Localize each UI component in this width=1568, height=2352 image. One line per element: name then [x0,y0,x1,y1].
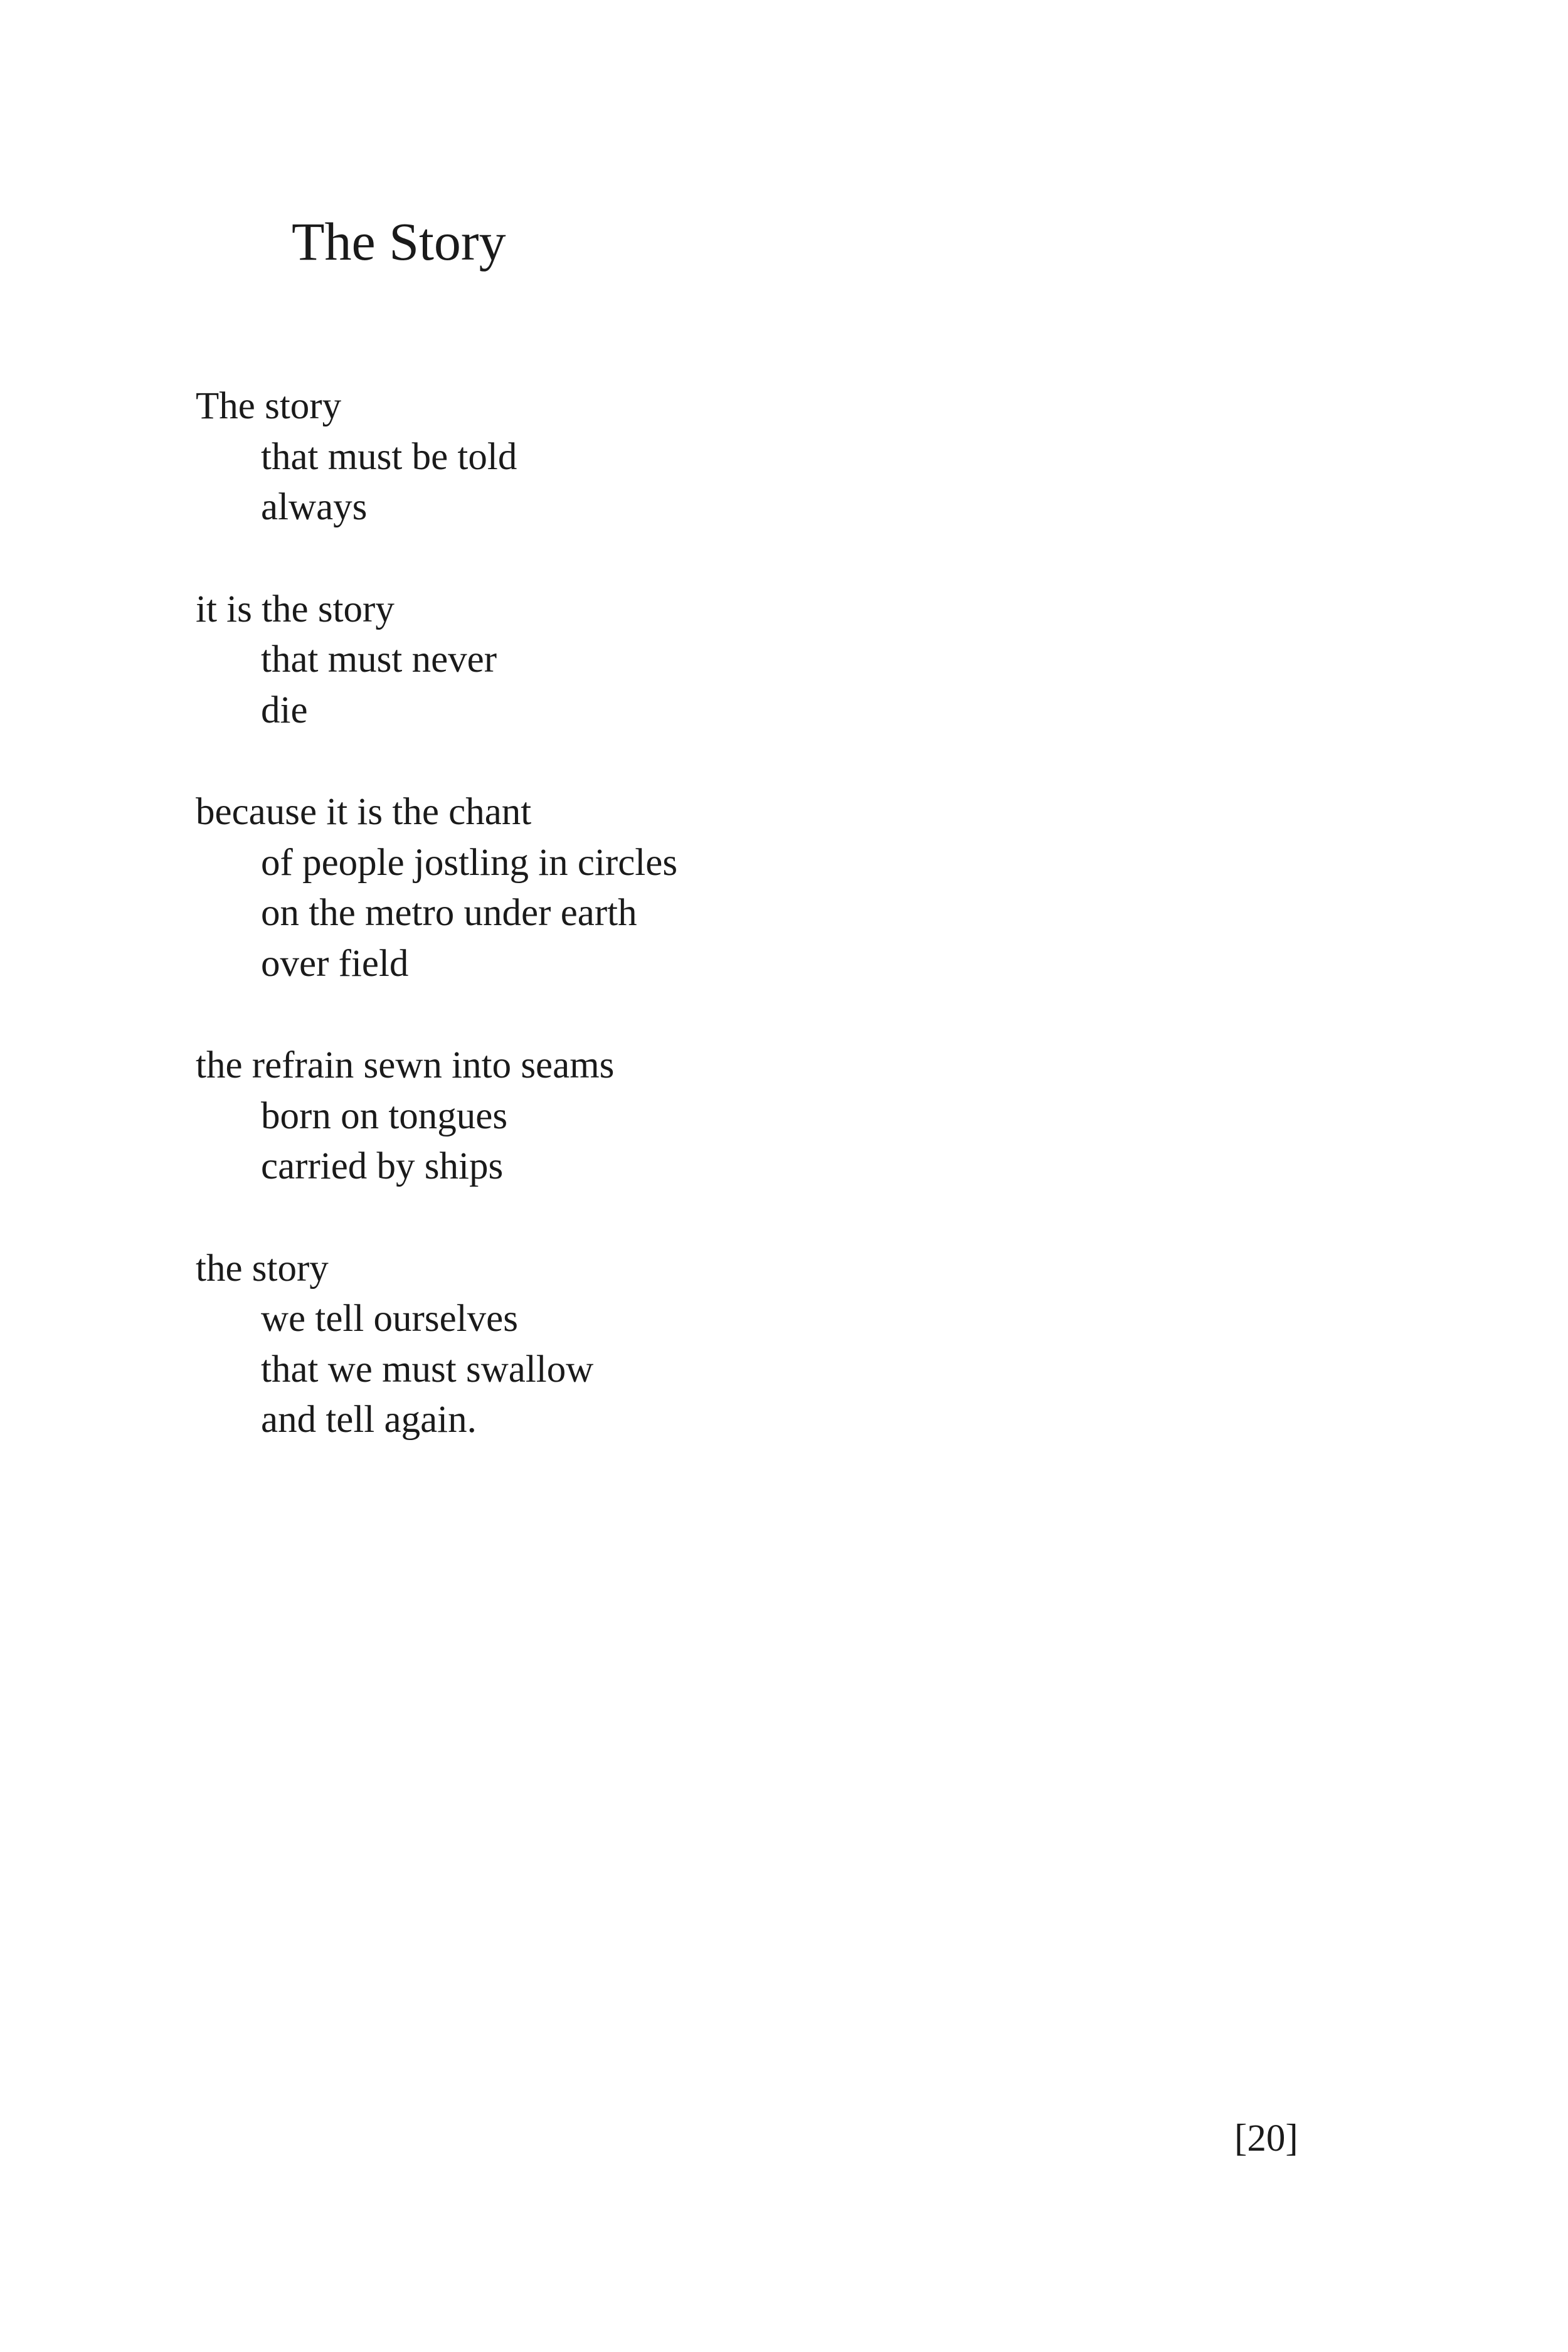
poem-line: The story [196,385,342,427]
poem-body [196,381,1262,1497]
stanza-5 [196,1244,1262,1446]
poem-line: because it is the chant [196,791,532,833]
poem-line-indented: born on tongues [261,1094,508,1137]
page-number: [20] [1234,2117,1298,2159]
poem-line-indented: that must be told [261,435,517,478]
stanza-1 [196,381,1262,533]
poem-line-indented: that must never [261,638,497,681]
stanza-2 [196,585,1262,736]
poem-line-indented: carried by ships [261,1145,504,1187]
poem-line-indented: that we must swallow [261,1348,594,1391]
poem-line-indented: always [261,486,368,528]
poem-line: it is the story [196,588,395,630]
poem-line: the story [196,1247,329,1290]
poem-line-indented: on the metro under earth [261,892,637,934]
poem-line-indented: we tell ourselves [261,1298,518,1340]
poem-line: the refrain sewn into seams [196,1044,615,1086]
stanza-4 [196,1041,1262,1192]
poem-line-indented: of people jostling in circles [261,841,678,884]
poem-line-indented: over field [261,942,409,985]
stanza-3 [196,787,1262,989]
poem-title: The Story [292,211,506,272]
poem-line-indented: and tell again. [261,1399,477,1441]
poem-line-indented: die [261,689,308,731]
